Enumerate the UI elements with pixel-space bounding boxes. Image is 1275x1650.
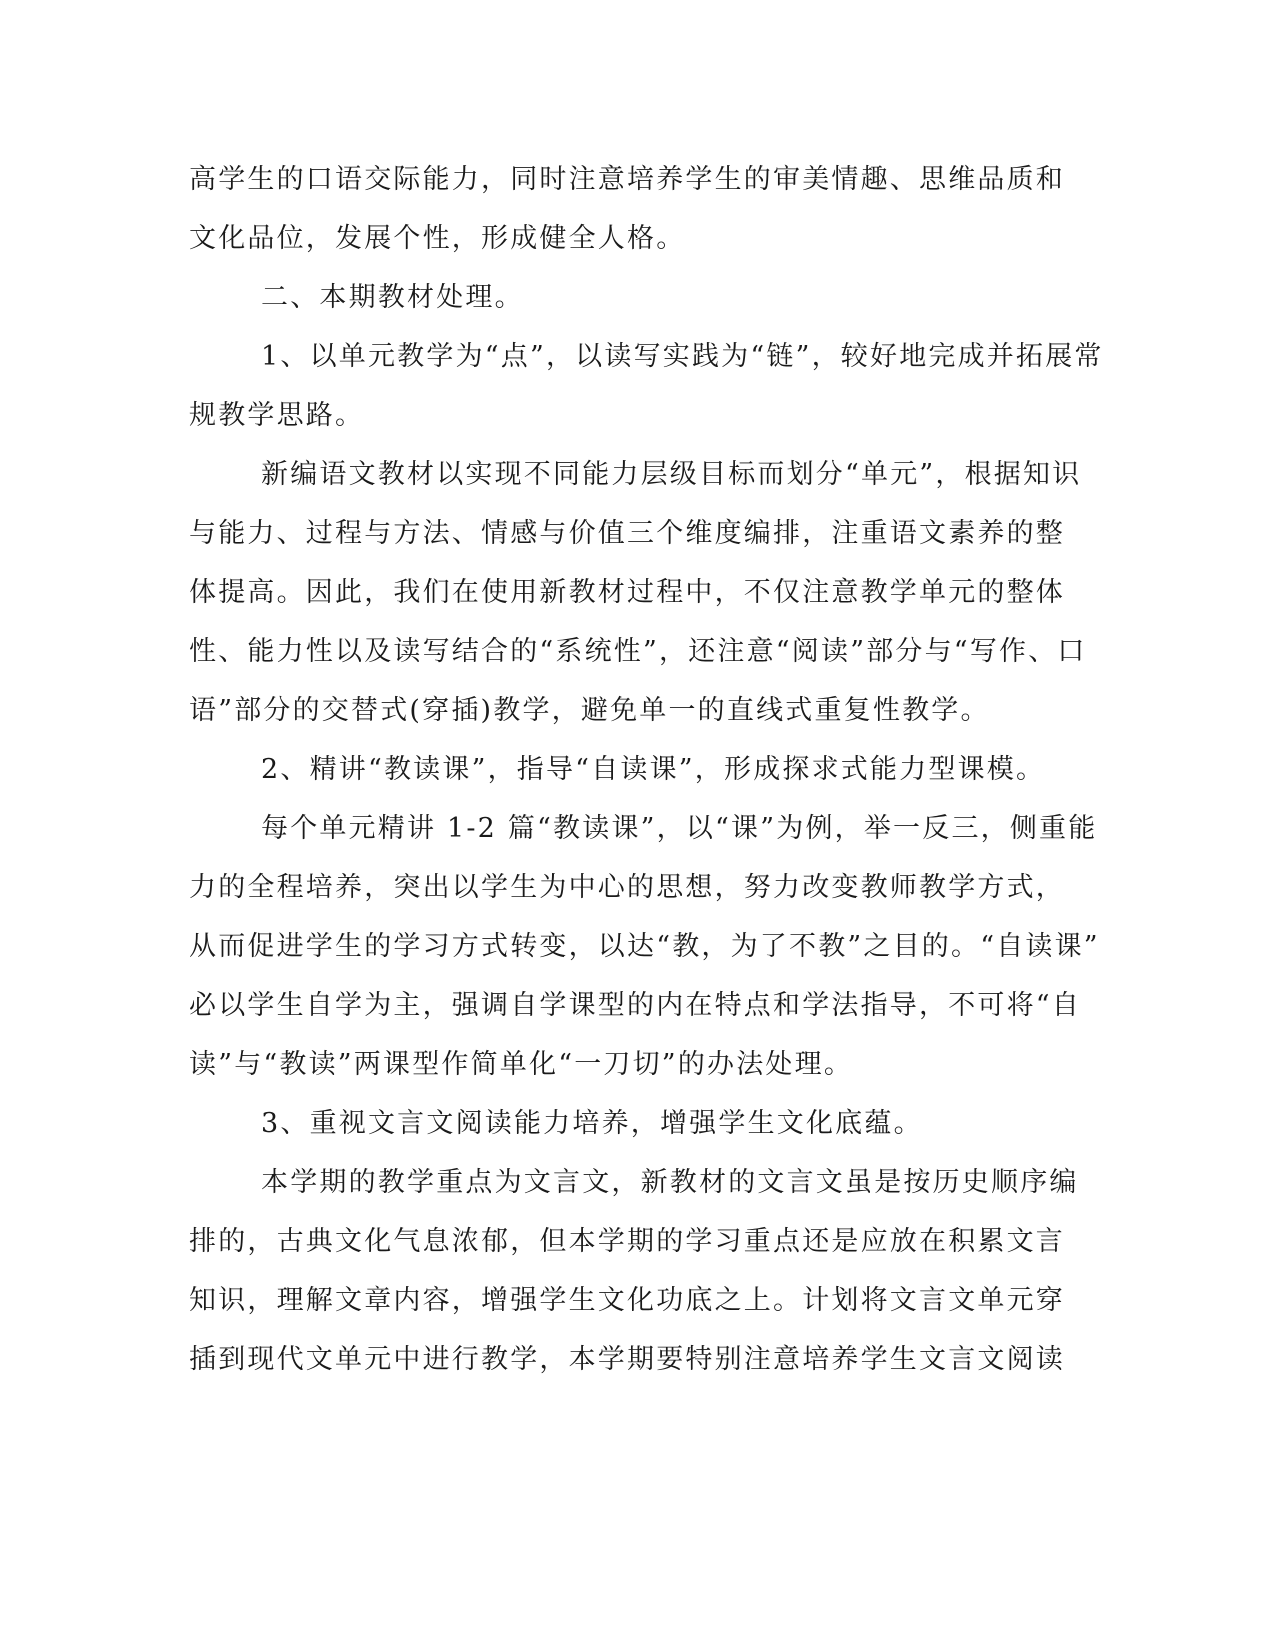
- section-heading: 二、本期教材处理。: [261, 282, 524, 313]
- paragraph-start: 本学期的教学重点为文言文，新教材的文言文虽是按历史顺序编: [261, 1167, 1079, 1198]
- text-line: 排的，古典文化气息浓郁，但本学期的学习重点还是应放在积累文言: [189, 1226, 1065, 1257]
- text-line: 知识，理解文章内容，增强学生文化功底之上。计划将文言文单元穿: [189, 1285, 1065, 1316]
- text-line: 语”部分的交替式(穿插)教学，避免单一的直线式重复性教学。: [189, 695, 990, 726]
- text-line: 性、能力性以及读写结合的“系统性”，还注意“阅读”部分与“写作、口: [189, 636, 1087, 667]
- text-line: 插到现代文单元中进行教学，本学期要特别注意培养学生文言文阅读: [189, 1344, 1065, 1375]
- text-line: 必以学生自学为主，强调自学课型的内在特点和学法指导，不可将“自: [189, 990, 1082, 1021]
- text-line: 高学生的口语交际能力，同时注意培养学生的审美情趣、思维品质和: [189, 164, 1065, 195]
- text-line: 读”与“教读”两课型作简单化“一刀切”的办法处理。: [189, 1049, 854, 1080]
- paragraph-start: 新编语文教材以实现不同能力层级目标而划分“单元”，根据知识: [261, 459, 1082, 490]
- subsection-heading: 1、以单元教学为“点”，以读写实践为“链”，较好地完成并拓展常: [261, 341, 1104, 372]
- text-line: 与能力、过程与方法、情感与价值三个维度编排，注重语文素养的整: [189, 518, 1065, 549]
- subsection-heading: 2、精讲“教读课”，指导“自读课”，形成探求式能力型课模。: [261, 754, 1046, 785]
- text-line: 从而促进学生的学习方式转变，以达“教，为了不教”之目的。“自读课”: [189, 931, 1100, 962]
- subsection-heading: 3、重视文言文阅读能力培养，增强学生文化底蕴。: [261, 1108, 923, 1139]
- text-line: 规教学思路。: [189, 400, 365, 431]
- text-line: 文化品位，发展个性，形成健全人格。: [189, 223, 686, 254]
- text-line: 体提高。因此，我们在使用新教材过程中，不仅注意教学单元的整体: [189, 577, 1065, 608]
- paragraph-start: 每个单元精讲 1-2 篇“教读课”，以“课”为例，举一反三，侧重能: [261, 813, 1098, 844]
- text-line: 力的全程培养，突出以学生为中心的思想，努力改变教师教学方式，: [189, 872, 1065, 903]
